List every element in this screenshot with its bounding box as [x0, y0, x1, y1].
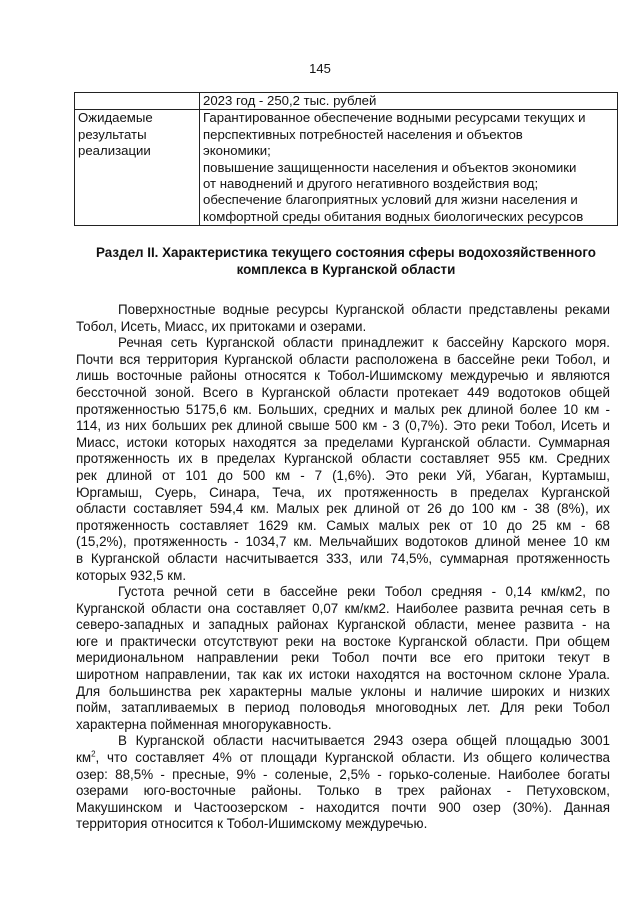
- text-line: пойм, затапливаемых в период половодья многоводных лет. Для реки Тобол: [76, 700, 610, 716]
- text-line: Макушинском и Частоозерском - находится почти 900 озер (30%). Данная: [76, 799, 610, 815]
- table-cell-line: обеспечение благоприятных условий для жизни населения и: [203, 192, 578, 208]
- table-cell-line: от наводнений и другого негативного воздействия вод;: [203, 176, 539, 192]
- text-line: Миасс, истоки которых находятся за пределами Курганской области. Суммарная: [76, 434, 610, 450]
- paragraph: [76, 584, 610, 733]
- text-line: бессточной зоной. Всего в Курганской области протекает 449 водотоков общей: [76, 384, 610, 400]
- text-line: характерна пойменная многорукавность.: [76, 716, 332, 732]
- table-cell: [200, 110, 618, 226]
- text-line: протяженностью 5175,6 км. Больших, средних и малых рек длиной более 10 км -: [76, 401, 610, 417]
- page-number: 145: [309, 61, 331, 76]
- table-cell-label: [75, 110, 200, 226]
- table-cell: [200, 93, 618, 110]
- section-heading: [74, 244, 618, 278]
- text-line: территория относится к Тобол-Ишимскому междуречью.: [76, 816, 428, 832]
- text-line: В Курганской области насчитывается 2943 озера общей площадью 3001: [118, 733, 610, 749]
- text-line: Речная сеть Курганской области принадлежит к бассейну Карского моря.: [118, 335, 610, 351]
- table-cell-line: комфортной среды обитания водных биологических ресурсов: [203, 208, 584, 224]
- text-line: лишь восточные районы относятся к Тобол-Ишимскому междуречью и являются: [76, 368, 610, 384]
- text-line: в Курганской области насчитывается 333, или 74,5%, суммарная протяженность: [76, 550, 610, 566]
- paragraph: [76, 733, 610, 833]
- table-cell-line: результаты: [78, 126, 147, 142]
- text-line: меридиональном направлении реки Тобол почти все его притоки текут в: [76, 650, 610, 666]
- program-info-table: [74, 92, 618, 226]
- table-row: [75, 110, 618, 226]
- text-fragment: км: [76, 750, 92, 766]
- text-line: юге и практически отсутствуют реки на востоке Курганской области. При общем: [76, 633, 610, 649]
- text-line: Курганской области она составляет 0,07 км/км2. Наиболее развита речная сеть в: [76, 600, 610, 616]
- paragraph: [76, 302, 610, 335]
- text-line: области составляет 594,4 км. Малых рек длиной от 26 до 100 км - 38 (8%), их: [76, 501, 610, 517]
- table-cell-line: реализации: [78, 143, 151, 159]
- table-cell-line: экономики;: [203, 143, 271, 159]
- text-fragment: , что составляет 4% от площади Курганской области. Из общего количества: [95, 750, 610, 766]
- section-heading-line: Раздел II. Характеристика текущего состояния сферы водохозяйственного: [96, 245, 596, 260]
- text-line: озерами юго-восточные районы. Только в трех районах - Петуховском,: [76, 783, 610, 799]
- text-line: северо-западных и западных районах Курганской области, менее развита - на: [76, 617, 610, 633]
- text-line: Почти вся территория Курганской области расположена в бассейне реки Тобол, и: [76, 351, 610, 367]
- text-line: которых 932,5 км.: [76, 567, 187, 583]
- text-line: Тобол, Исеть, Миасс, их притоками и озерами.: [76, 318, 367, 334]
- text-line: [76, 750, 610, 767]
- text-line: Для большинства рек характерны малые уклоны и наличие широких и низких: [76, 683, 610, 699]
- table-cell-line: повышение защищенности населения и объектов экономики: [203, 159, 577, 175]
- table-cell-line: перспективных потребностей населения и объектов: [203, 126, 523, 142]
- body-text: [76, 302, 610, 833]
- paragraph: [76, 335, 610, 584]
- text-line: Юргамыш, Суерь, Синара, Теча, их протяженность в пределах Курганской: [76, 484, 610, 500]
- text-line: Густота речной сети в бассейне реки Тобол средняя - 0,14 км/км2, по: [118, 584, 610, 600]
- table-cell-empty: [75, 93, 200, 110]
- table-row: [75, 93, 618, 110]
- text-line: озер: 88,5% - пресные, 9% - соленые, 2,5% - горько-соленые. Наиболее богаты: [76, 766, 610, 782]
- superscript: 2: [91, 749, 96, 759]
- section-heading-line: комплекса в Курганской области: [236, 262, 456, 277]
- text-line: широтном направлении, так как их истоки находятся на восточном склоне Урала.: [76, 667, 610, 683]
- text-line: (15,2%), протяженность - 1034,7 км. Мельчайших водотоков длиной менее 10 км: [76, 534, 610, 550]
- table-cell-line: Ожидаемые: [78, 110, 153, 126]
- table-cell-line: 2023 год - 250,2 тыс. рублей: [203, 93, 377, 108]
- text-line: протяженность составляет 1629 км. Самых малых рек от 10 до 25 км - 68: [76, 517, 610, 533]
- text-line: 114, из них больших рек длиной свыше 500 км - 3 (0,7%). Это реки Тобол, Исеть и: [76, 418, 610, 434]
- text-line: рек длиной от 101 до 500 км - 7 (1,6%). Это реки Уй, Убаган, Куртамыш,: [76, 467, 610, 483]
- table-cell-line: Гарантированное обеспечение водными ресурсами текущих и: [203, 110, 586, 126]
- text-line: протяженность их в пределах Курганской области составляет 955 км. Средних: [76, 451, 610, 467]
- text-line: Поверхностные водные ресурсы Курганской области представлены реками: [118, 302, 610, 317]
